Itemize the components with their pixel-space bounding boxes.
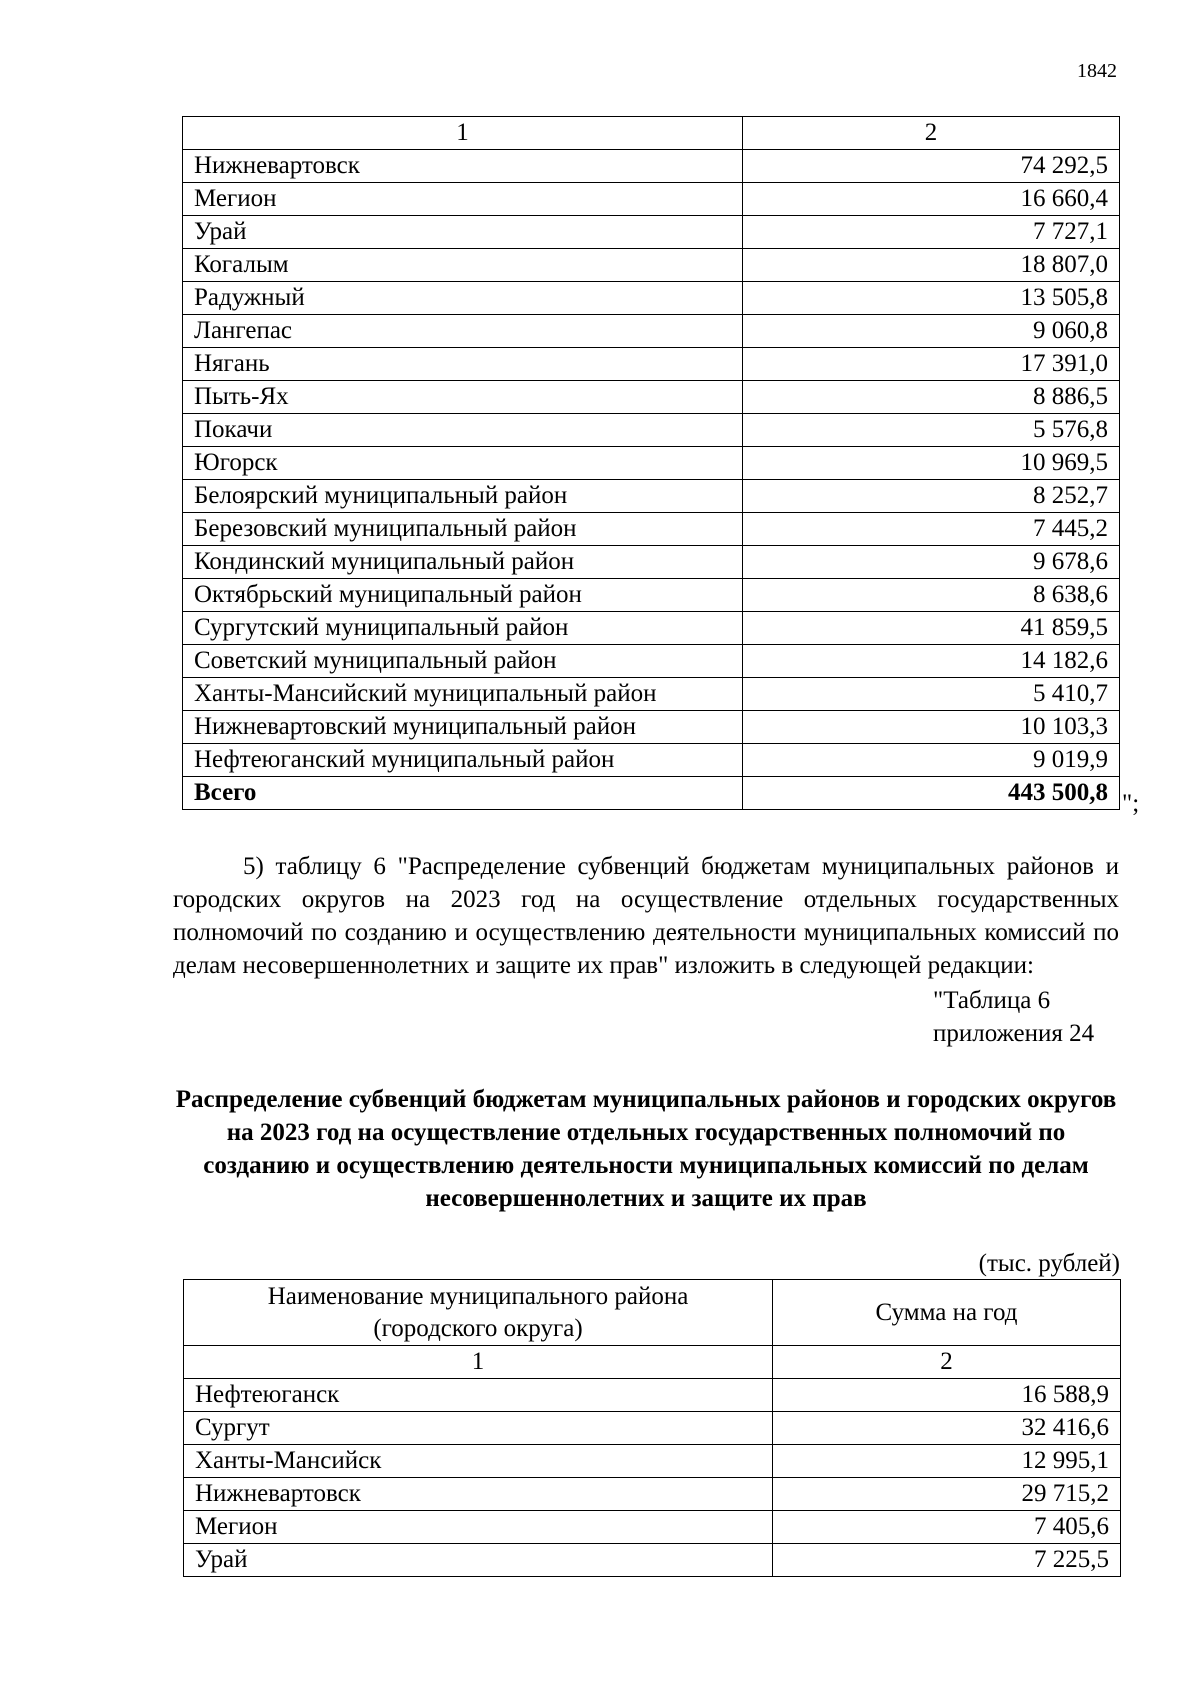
table-row	[183, 249, 1120, 282]
section-heading: Распределение субвенций бюджетам муниципальных районов и городских округов на 2023 год на осуществление отдельных государственных полномочий по созданию и осуществлению деятельности муниципальных комиссий по делам несовершеннолетних и защите их прав	[175, 1086, 1117, 1212]
total-value: 443 500,8	[743, 777, 1120, 810]
header-district-name	[184, 1280, 773, 1346]
column-number-row	[184, 1346, 1121, 1379]
table-row	[184, 1544, 1121, 1577]
closing-quote-mark: ";	[1122, 790, 1140, 817]
table-row	[184, 1379, 1121, 1412]
amount-value: 9 060,8	[743, 315, 1120, 348]
table-row	[183, 711, 1120, 744]
amendment-paragraph: 5) таблицу 6 "Распределение субвенций бюджетам муниципальных районов и городских округов на 2023 год на осуществление отдельных государственных полномочий по созданию и осуществлению деятельности муниципальных комиссий по делам несовершеннолетних и защите их прав" изложить в следующей редакции:	[173, 853, 1119, 979]
table-row	[184, 1412, 1121, 1445]
unit-note: (тыс. рублей)	[978, 1250, 1120, 1277]
table-caption-line-2: приложения 24	[933, 1020, 1095, 1047]
header-row	[184, 1280, 1121, 1346]
total-row	[183, 777, 1120, 810]
table-two-body	[184, 1280, 1121, 1577]
table-row	[183, 579, 1120, 612]
table-row	[183, 744, 1120, 777]
district-name: Когалым	[183, 249, 743, 282]
amount-value: 16 588,9	[773, 1379, 1121, 1412]
district-name: Югорск	[183, 447, 743, 480]
district-name: Радужный	[183, 282, 743, 315]
district-name: Белоярский муниципальный район	[183, 480, 743, 513]
amount-value: 12 995,1	[773, 1445, 1121, 1478]
table-row	[183, 678, 1120, 711]
district-name: Нефтеюганский муниципальный район	[183, 744, 743, 777]
amount-value: 8 886,5	[743, 381, 1120, 414]
column-number-row	[183, 117, 1120, 150]
table-row	[183, 183, 1120, 216]
amount-value: 14 182,6	[743, 645, 1120, 678]
table-row	[184, 1511, 1121, 1544]
amount-value: 32 416,6	[773, 1412, 1121, 1445]
table-row	[183, 414, 1120, 447]
table-row	[184, 1478, 1121, 1511]
table-row	[183, 513, 1120, 546]
amount-value: 7 727,1	[743, 216, 1120, 249]
amount-value: 18 807,0	[743, 249, 1120, 282]
amount-value: 13 505,8	[743, 282, 1120, 315]
amount-value: 10 969,5	[743, 447, 1120, 480]
column-number-1: 1	[184, 1346, 773, 1379]
amount-value: 8 638,6	[743, 579, 1120, 612]
table-row	[183, 216, 1120, 249]
column-number-2: 2	[773, 1346, 1121, 1379]
district-name: Урай	[184, 1544, 773, 1577]
column-number-1: 1	[183, 117, 743, 150]
district-name: Нижневартовск	[184, 1478, 773, 1511]
district-name: Нижневартовск	[183, 150, 743, 183]
subvention-table-continued	[182, 116, 1120, 810]
amount-value: 5 576,8	[743, 414, 1120, 447]
amount-value: 16 660,4	[743, 183, 1120, 216]
header-annual-amount: Сумма на год	[773, 1280, 1121, 1346]
district-name: Ханты-Мансийский муниципальный район	[183, 678, 743, 711]
table-row	[183, 645, 1120, 678]
district-name: Лангепас	[183, 315, 743, 348]
table-row	[183, 447, 1120, 480]
table-caption	[933, 984, 1094, 1050]
amount-value: 7 225,5	[773, 1544, 1121, 1577]
table-caption-line-1: "Таблица 6	[933, 987, 1051, 1014]
amount-value: 5 410,7	[743, 678, 1120, 711]
district-name: Ханты-Мансийск	[184, 1445, 773, 1478]
header-district-name-line-2: (городского округа)	[373, 1314, 583, 1342]
header-district-name-line-1: Наименование муниципального района	[267, 1282, 689, 1310]
amount-value: 9 678,6	[743, 546, 1120, 579]
district-name: Мегион	[184, 1511, 773, 1544]
district-name: Октябрьский муниципальный район	[183, 579, 743, 612]
district-name: Покачи	[183, 414, 743, 447]
district-name: Березовский муниципальный район	[183, 513, 743, 546]
table-row	[183, 546, 1120, 579]
district-name: Нягань	[183, 348, 743, 381]
district-name: Урай	[183, 216, 743, 249]
amount-value: 17 391,0	[743, 348, 1120, 381]
amount-value: 7 405,6	[773, 1511, 1121, 1544]
table-row	[183, 480, 1120, 513]
district-name: Сургутский муниципальный район	[183, 612, 743, 645]
total-label: Всего	[183, 777, 743, 810]
amount-value: 29 715,2	[773, 1478, 1121, 1511]
district-name: Сургут	[184, 1412, 773, 1445]
district-name: Пыть-Ях	[183, 381, 743, 414]
amount-value: 9 019,9	[743, 744, 1120, 777]
page-number: 1842	[1077, 60, 1117, 82]
amount-value: 7 445,2	[743, 513, 1120, 546]
table-row	[183, 348, 1120, 381]
district-name: Кондинский муниципальный район	[183, 546, 743, 579]
column-number-2: 2	[743, 117, 1120, 150]
table-row	[183, 381, 1120, 414]
district-name: Советский муниципальный район	[183, 645, 743, 678]
table-row	[183, 315, 1120, 348]
amount-value: 41 859,5	[743, 612, 1120, 645]
district-name: Нижневартовский муниципальный район	[183, 711, 743, 744]
table-row	[183, 150, 1120, 183]
district-name: Мегион	[183, 183, 743, 216]
table-one-body	[183, 117, 1120, 810]
table-row	[184, 1445, 1121, 1478]
district-name: Нефтеюганск	[184, 1379, 773, 1412]
amount-value: 74 292,5	[743, 150, 1120, 183]
subvention-table	[183, 1279, 1121, 1577]
amount-value: 8 252,7	[743, 480, 1120, 513]
table-row	[183, 282, 1120, 315]
table-row	[183, 612, 1120, 645]
amount-value: 10 103,3	[743, 711, 1120, 744]
